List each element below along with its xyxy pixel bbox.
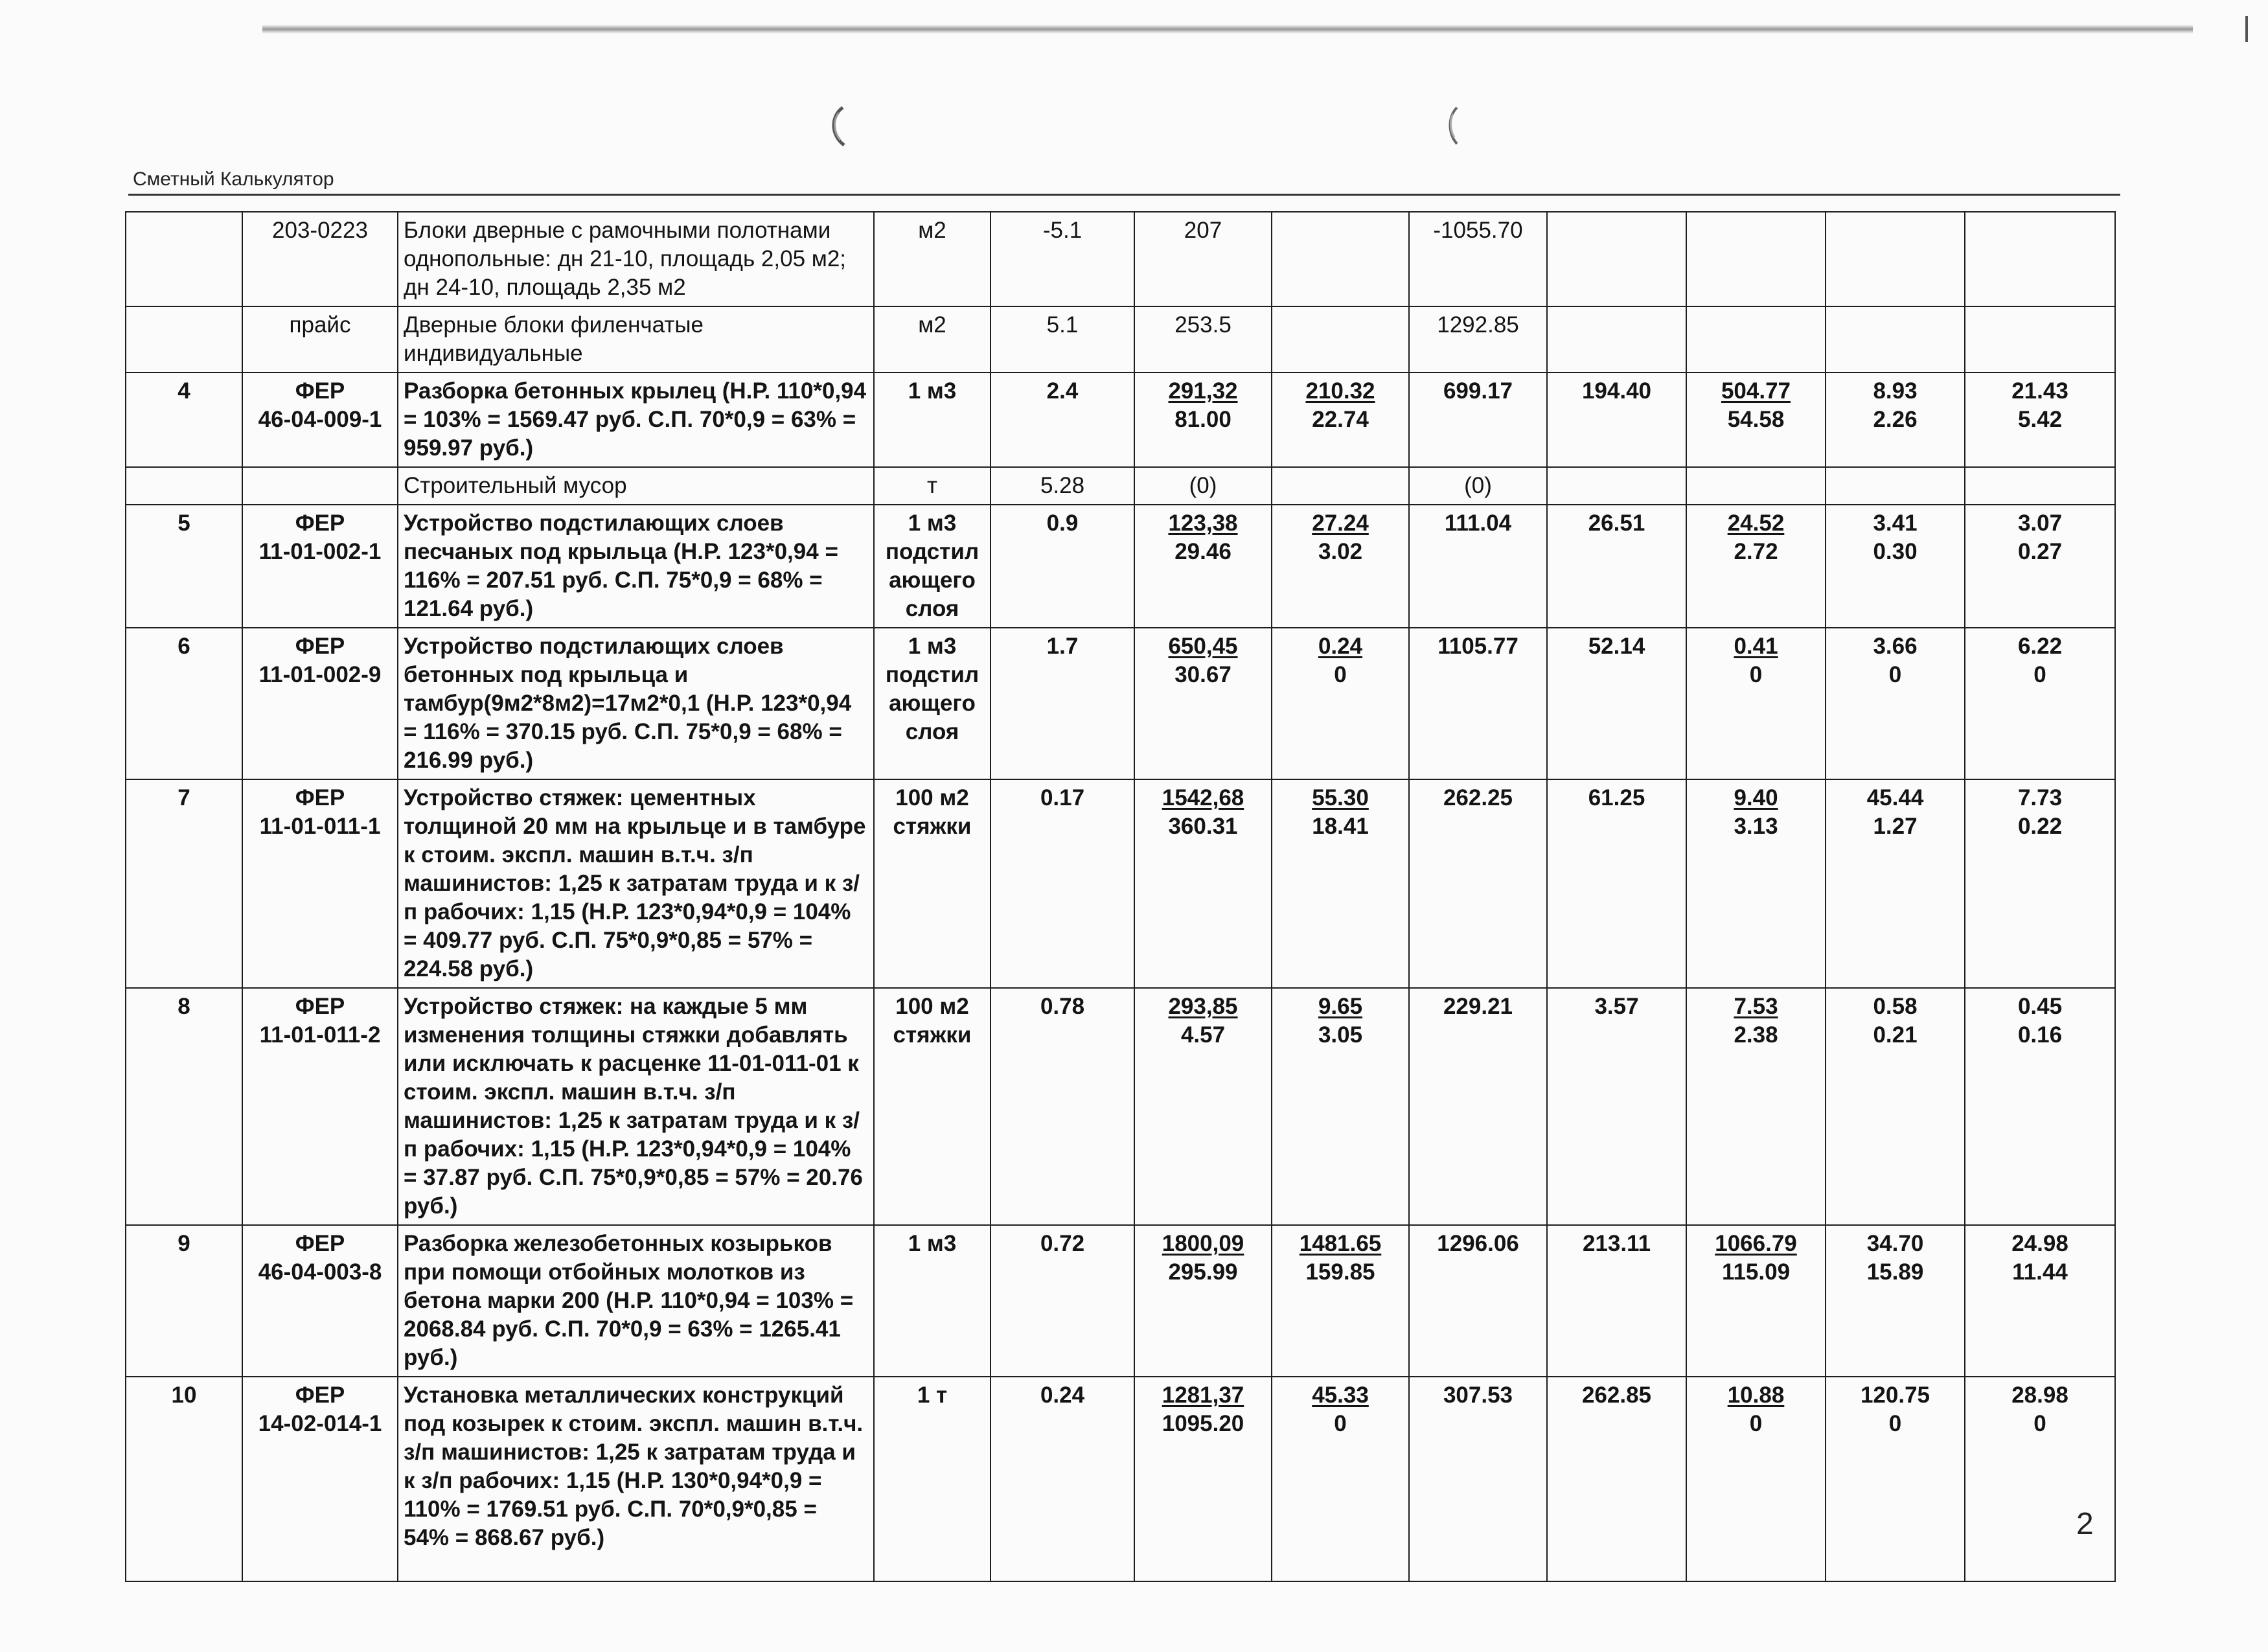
row-machine-cost xyxy=(1272,306,1409,373)
row-number xyxy=(126,373,242,467)
row-machine-total-value: 3.13 xyxy=(1734,814,1778,839)
page-number: 2 xyxy=(2076,1507,2094,1541)
row-labor-total-value: 5.42 xyxy=(2017,407,2063,432)
row-machine-total xyxy=(1686,505,1826,628)
row-total xyxy=(1409,212,1547,306)
row-description xyxy=(398,779,874,988)
row-machine-cost-value: 22.74 xyxy=(1312,407,1369,432)
row-quantity-value: 2.4 xyxy=(1046,378,1079,404)
row-description-value: Разборка железобетонных козырьков при помощи отбойных молотков из бетона марки 200 (Н.Р. 110*0,94 = 103% = 2068.84 руб. С.П. 70*0,9 = 63% = 1265.41 руб.) xyxy=(404,1231,854,1370)
row-machine-total-value: 0.41 xyxy=(1734,634,1778,659)
row-wage xyxy=(1547,1377,1686,1581)
row-number xyxy=(126,779,242,988)
staple-mark-icon xyxy=(1441,104,1463,149)
row-code-value: 46-04-009-1 xyxy=(258,407,382,432)
row-unit xyxy=(874,1225,991,1377)
row-description xyxy=(398,628,874,779)
row-machine-cost-value: 210.32 xyxy=(1305,378,1375,404)
row-machine-total-value: 9.40 xyxy=(1734,785,1778,810)
row-total-value: 1292.85 xyxy=(1437,312,1519,338)
row-unit-price-value: 650,45 xyxy=(1168,634,1238,659)
row-unit-value: т xyxy=(926,473,938,498)
row-total xyxy=(1409,1377,1547,1581)
row-wage-value: 52.14 xyxy=(1588,634,1645,659)
row-machine-cost-value: 1481.65 xyxy=(1299,1231,1382,1256)
row-description xyxy=(398,212,874,306)
row-unit-value: 100 м2 стяжки xyxy=(893,785,972,839)
row-labor-total-value: 0.27 xyxy=(2017,539,2063,564)
row-machine-cost xyxy=(1272,1225,1409,1377)
row-unit-price-value: 123,38 xyxy=(1168,511,1238,536)
row-wage-value: 213.11 xyxy=(1582,1231,1651,1256)
row-description-value: Устройство подстилающих слоев бетонных под крыльца и тамбур(9м2*8м2)=17м2*0,1 (Н.Р. 123*0,94 = 116% = 370.15 руб. С.П. 75*0,9 = 68% = 216.99 руб.) xyxy=(404,634,852,773)
document-header-title: Сметный Калькулятор xyxy=(133,168,334,190)
row-wage-value: 26.51 xyxy=(1588,511,1645,536)
row-unit-price-value: 291,32 xyxy=(1168,378,1238,404)
row-unit-price-value: 4.57 xyxy=(1180,1022,1226,1048)
row-total-value: 262.25 xyxy=(1443,785,1513,810)
row-machine-total xyxy=(1686,1225,1826,1377)
row-description-value: Устройство подстилающих слоев песчаных под крыльца (Н.Р. 123*0,94 = 116% = 207.51 руб. С.П. 75*0,9 = 68% = 121.64 руб.) xyxy=(404,511,838,621)
row-description xyxy=(398,467,874,505)
row-machine-cost xyxy=(1272,1377,1409,1581)
row-wage xyxy=(1547,212,1686,306)
row-labor-total xyxy=(1965,1377,2115,1581)
row-labor-value: 3.41 xyxy=(1873,511,1918,536)
row-total-value: 111.04 xyxy=(1444,511,1512,536)
row-wage-value: 3.57 xyxy=(1594,994,1639,1019)
row-machine-total-value: 504.77 xyxy=(1721,378,1791,404)
row-number-value: 10 xyxy=(171,1382,197,1408)
row-labor-value: 45.44 xyxy=(1866,785,1924,810)
row-unit-price xyxy=(1134,212,1272,306)
row-number-value: 5 xyxy=(178,511,190,536)
row-labor xyxy=(1826,1377,1965,1581)
row-code-value: ФЕР xyxy=(295,785,345,810)
row-unit-price xyxy=(1134,779,1272,988)
row-code-value: ФЕР xyxy=(295,1231,345,1256)
row-description-value: Дверные блоки филенчатые индивидуальные xyxy=(404,312,704,366)
row-code-value: 11-01-011-2 xyxy=(259,1022,381,1048)
row-unit-value: 1 м3 xyxy=(908,1231,957,1256)
row-quantity-value: 5.1 xyxy=(1046,312,1079,338)
row-machine-total xyxy=(1686,467,1826,505)
row-unit xyxy=(874,988,991,1225)
row-total xyxy=(1409,467,1547,505)
row-quantity xyxy=(991,628,1134,779)
row-machine-total xyxy=(1686,988,1826,1225)
row-wage-value: 262.85 xyxy=(1581,1382,1652,1408)
row-machine-total xyxy=(1686,306,1826,373)
row-total-value: (0) xyxy=(1464,473,1492,498)
row-total-value: 1105.77 xyxy=(1438,634,1518,659)
row-code xyxy=(242,467,398,505)
row-unit-price-value: 1281,37 xyxy=(1162,1382,1244,1408)
row-unit xyxy=(874,373,991,467)
row-labor xyxy=(1826,373,1965,467)
row-total-value: 307.53 xyxy=(1443,1382,1513,1408)
row-unit-price xyxy=(1134,505,1272,628)
row-code-value: ФЕР xyxy=(295,511,345,536)
row-description-value: Устройство стяжек: на каждые 5 мм изменения толщины стяжки добавлять или исключать к расценке 11-01-011-01 к стоим. экспл. машин в.т.ч. з/п машинистов: 1,25 к затратам труда и к з/п рабочих: 1,15 (Н.Р. 123*0,94*0,9 = 104% = 37.87 руб. С.П. 75*0,9*0,85 = 57% = 20.76 руб.) xyxy=(404,994,863,1219)
row-labor-total xyxy=(1965,1225,2115,1377)
row-labor-value: 15.89 xyxy=(1866,1259,1924,1285)
row-wage xyxy=(1547,779,1686,988)
row-machine-cost xyxy=(1272,988,1409,1225)
row-labor xyxy=(1826,628,1965,779)
row-labor-total-value: 0.22 xyxy=(2017,814,2063,839)
row-unit-value: 100 м2 стяжки xyxy=(893,994,972,1048)
row-labor-total-value: 0 xyxy=(2033,662,2046,687)
row-labor-total xyxy=(1965,505,2115,628)
row-wage xyxy=(1547,1225,1686,1377)
row-code-value: ФЕР xyxy=(295,378,345,404)
header-divider xyxy=(128,194,2120,196)
row-labor-value: 34.70 xyxy=(1866,1231,1924,1256)
row-code-value: 46-04-003-8 xyxy=(258,1259,382,1285)
row-quantity xyxy=(991,306,1134,373)
row-machine-total-value: 54.58 xyxy=(1727,407,1785,432)
row-labor-total-value: 6.22 xyxy=(2017,634,2063,659)
row-wage xyxy=(1547,988,1686,1225)
row-quantity-value: 0.72 xyxy=(1040,1231,1085,1256)
row-unit-price xyxy=(1134,1225,1272,1377)
row-unit xyxy=(874,779,991,988)
row-machine-total xyxy=(1686,1377,1826,1581)
table-row xyxy=(126,779,2115,988)
row-quantity xyxy=(991,373,1134,467)
row-quantity-value: 0.17 xyxy=(1040,785,1085,810)
row-number xyxy=(126,1377,242,1581)
row-quantity xyxy=(991,1377,1134,1581)
table-row xyxy=(126,467,2115,505)
row-machine-total xyxy=(1686,779,1826,988)
row-unit-price-value: 295.99 xyxy=(1168,1259,1238,1285)
row-code-value: ФЕР xyxy=(295,634,345,659)
row-wage-value: 61.25 xyxy=(1588,785,1645,810)
row-machine-cost-value: 18.41 xyxy=(1312,814,1369,839)
row-machine-total-value: 2.38 xyxy=(1734,1022,1778,1048)
row-machine-total-value: 24.52 xyxy=(1727,511,1785,536)
row-labor xyxy=(1826,467,1965,505)
row-labor-total-value: 3.07 xyxy=(2017,511,2063,536)
row-total xyxy=(1409,373,1547,467)
row-unit-price-value: (0) xyxy=(1189,473,1217,498)
row-code xyxy=(242,373,398,467)
row-labor-total xyxy=(1965,988,2115,1225)
row-unit xyxy=(874,505,991,628)
row-machine-cost xyxy=(1272,628,1409,779)
row-unit-price-value: 1095.20 xyxy=(1162,1411,1244,1436)
row-machine-total-value: 0 xyxy=(1749,1411,1763,1436)
scan-artifact-top xyxy=(262,25,2193,34)
row-labor xyxy=(1826,988,1965,1225)
row-total-value: 1296.06 xyxy=(1437,1231,1519,1256)
row-labor-total-value: 0 xyxy=(2033,1411,2046,1436)
row-labor-total-value: 0.45 xyxy=(2017,994,2063,1019)
row-code-value: 11-01-002-1 xyxy=(258,539,382,564)
row-unit-price-value: 1542,68 xyxy=(1162,785,1244,810)
row-unit-value: 1 м3 подстил ающего слоя xyxy=(885,511,979,621)
row-labor-total-value: 0.16 xyxy=(2017,1022,2063,1048)
row-description-value: Разборка бетонных крылец (Н.Р. 110*0,94 = 103% = 1569.47 руб. С.П. 70*0,9 = 63% = 959.97 руб.) xyxy=(404,378,867,461)
row-description-value: Блоки дверные с рамочными полотнами однопольные: дн 21-10, площадь 2,05 м2; дн 24-10, площадь 2,35 м2 xyxy=(404,218,847,300)
row-unit-value: м2 xyxy=(918,312,946,338)
row-unit-price-value: 29.46 xyxy=(1174,539,1231,564)
table-row xyxy=(126,373,2115,467)
row-unit-price-value: 293,85 xyxy=(1168,994,1238,1019)
row-labor xyxy=(1826,505,1965,628)
row-unit-value: м2 xyxy=(918,218,946,243)
row-labor xyxy=(1826,1225,1965,1377)
row-machine-cost-value: 55.30 xyxy=(1312,785,1369,810)
row-labor-total-value: 21.43 xyxy=(2011,378,2068,404)
row-code xyxy=(242,779,398,988)
row-labor-value: 120.75 xyxy=(1860,1382,1930,1408)
row-machine-total-value: 7.53 xyxy=(1734,994,1778,1019)
row-number xyxy=(126,988,242,1225)
row-code-value: 11-01-011-1 xyxy=(259,814,381,839)
row-quantity-value: 5.28 xyxy=(1040,473,1085,498)
row-code xyxy=(242,1377,398,1581)
row-wage xyxy=(1547,373,1686,467)
row-code-value: 11-01-002-9 xyxy=(258,662,382,687)
row-labor-total-value: 7.73 xyxy=(2017,785,2063,810)
row-unit-price xyxy=(1134,1377,1272,1581)
row-description-value: Устройство стяжек: цементных толщиной 20 мм на крыльце и в тамбуре к стоим. экспл. машин в.т.ч. з/п машинистов: 1,25 к затратам труда и к з/п рабочих: 1,15 (Н.Р. 123*0,94*0,9 = 104% = 409.77 руб. С.П. 75*0,9*0,85 = 57% = 224.58 руб.) xyxy=(404,785,866,981)
table-row xyxy=(126,1377,2115,1581)
row-labor-value: 0.58 xyxy=(1873,994,1918,1019)
scan-artifact-tick xyxy=(2245,16,2248,42)
row-code xyxy=(242,505,398,628)
row-unit-value: 1 м3 подстил ающего слоя xyxy=(885,634,979,744)
row-labor-total-value: 28.98 xyxy=(2011,1382,2068,1408)
row-labor-total xyxy=(1965,306,2115,373)
row-total xyxy=(1409,505,1547,628)
row-code-value: ФЕР xyxy=(295,994,345,1019)
table-row xyxy=(126,1225,2115,1377)
row-machine-total-value: 1066.79 xyxy=(1715,1231,1797,1256)
row-description xyxy=(398,306,874,373)
row-unit-price-value: 81.00 xyxy=(1174,407,1231,432)
row-machine-total xyxy=(1686,373,1826,467)
row-unit-value: 1 т xyxy=(917,1382,948,1408)
row-machine-total xyxy=(1686,212,1826,306)
row-unit-price-value: 207 xyxy=(1184,218,1222,243)
row-description-value: Строительный мусор xyxy=(404,473,627,498)
table-row xyxy=(126,628,2115,779)
row-machine-cost-value: 0 xyxy=(1334,1411,1347,1436)
row-number-value: 9 xyxy=(178,1231,190,1256)
row-labor xyxy=(1826,779,1965,988)
row-labor-value: 8.93 xyxy=(1873,378,1918,404)
row-number-value: 8 xyxy=(178,994,190,1019)
row-code xyxy=(242,212,398,306)
row-wage-value: 194.40 xyxy=(1581,378,1652,404)
row-unit-price xyxy=(1134,988,1272,1225)
row-description xyxy=(398,1377,874,1581)
row-unit-price-value: 30.67 xyxy=(1174,662,1231,687)
row-code xyxy=(242,628,398,779)
row-machine-cost xyxy=(1272,212,1409,306)
row-total xyxy=(1409,988,1547,1225)
row-wage xyxy=(1547,505,1686,628)
row-number xyxy=(126,505,242,628)
row-code xyxy=(242,306,398,373)
row-quantity-value: -5.1 xyxy=(1042,218,1082,243)
row-total xyxy=(1409,628,1547,779)
row-code-value: 203-0223 xyxy=(272,218,368,243)
row-code-value: прайс xyxy=(289,312,351,338)
row-number-value: 6 xyxy=(178,634,190,659)
row-machine-total-value: 0 xyxy=(1749,662,1763,687)
row-quantity-value: 0.78 xyxy=(1040,994,1085,1019)
row-quantity-value: 0.9 xyxy=(1046,511,1079,536)
table-row xyxy=(126,505,2115,628)
row-machine-cost-value: 3.02 xyxy=(1318,539,1363,564)
row-machine-cost-value: 9.65 xyxy=(1318,994,1363,1019)
row-labor xyxy=(1826,306,1965,373)
row-description xyxy=(398,373,874,467)
row-total xyxy=(1409,1225,1547,1377)
row-unit-price-value: 253.5 xyxy=(1174,312,1231,338)
row-number-value: 7 xyxy=(178,785,190,810)
row-labor-total-value: 11.44 xyxy=(2012,1259,2068,1285)
row-machine-cost-value: 0.24 xyxy=(1318,634,1363,659)
row-description xyxy=(398,1225,874,1377)
row-unit-price xyxy=(1134,306,1272,373)
row-labor-total xyxy=(1965,779,2115,988)
row-unit xyxy=(874,1377,991,1581)
row-labor-value: 0.21 xyxy=(1873,1022,1918,1048)
staple-mark-icon xyxy=(826,104,848,149)
row-machine-cost-value: 0 xyxy=(1334,662,1347,687)
row-quantity-value: 0.24 xyxy=(1040,1382,1085,1408)
row-machine-cost-value: 27.24 xyxy=(1312,511,1369,536)
row-unit-price-value: 1800,09 xyxy=(1162,1231,1244,1256)
row-description xyxy=(398,505,874,628)
row-labor-value: 2.26 xyxy=(1873,407,1918,432)
estimate-table xyxy=(125,211,2116,1582)
row-machine-total-value: 2.72 xyxy=(1734,539,1778,564)
row-unit-price xyxy=(1134,373,1272,467)
row-code-value: ФЕР xyxy=(295,1382,345,1408)
row-wage xyxy=(1547,628,1686,779)
row-unit-price-value: 360.31 xyxy=(1168,814,1238,839)
row-unit xyxy=(874,306,991,373)
row-quantity xyxy=(991,1225,1134,1377)
row-unit-value: 1 м3 xyxy=(908,378,957,404)
row-labor-total xyxy=(1965,467,2115,505)
row-number xyxy=(126,212,242,306)
row-total-value: -1055.70 xyxy=(1433,218,1523,243)
row-machine-cost xyxy=(1272,779,1409,988)
row-wage xyxy=(1547,467,1686,505)
row-unit xyxy=(874,467,991,505)
row-machine-cost-value: 159.85 xyxy=(1305,1259,1375,1285)
row-labor-total xyxy=(1965,212,2115,306)
row-labor-value: 0 xyxy=(1888,662,1902,687)
row-total-value: 229.21 xyxy=(1443,994,1513,1019)
row-total xyxy=(1409,306,1547,373)
row-quantity xyxy=(991,467,1134,505)
row-labor-total-value: 24.98 xyxy=(2011,1231,2068,1256)
row-quantity xyxy=(991,988,1134,1225)
row-number xyxy=(126,1225,242,1377)
row-total-value: 699.17 xyxy=(1443,378,1513,404)
row-number xyxy=(126,306,242,373)
row-number xyxy=(126,628,242,779)
row-quantity xyxy=(991,212,1134,306)
row-machine-cost-value: 45.33 xyxy=(1312,1382,1369,1408)
row-labor-value: 3.66 xyxy=(1873,634,1918,659)
row-description-value: Установка металлических конструкций под козырек к стоим. экспл. машин в.т.ч. з/п машинистов: 1,25 к затратам труда и к з/п рабочих: 1,15 (Н.Р. 130*0,94*0,9 = 110% = 1769.51 руб. С.П. 70*0,9*0,85 = 54% = 868.67 руб.) xyxy=(404,1382,864,1550)
row-unit xyxy=(874,212,991,306)
row-quantity xyxy=(991,505,1134,628)
row-wage xyxy=(1547,306,1686,373)
row-labor-total xyxy=(1965,373,2115,467)
row-machine-cost xyxy=(1272,467,1409,505)
row-number-value: 4 xyxy=(178,378,190,404)
row-labor xyxy=(1826,212,1965,306)
row-machine-total xyxy=(1686,628,1826,779)
row-code xyxy=(242,1225,398,1377)
row-machine-cost-value: 3.05 xyxy=(1318,1022,1363,1048)
row-unit-price xyxy=(1134,467,1272,505)
row-code xyxy=(242,988,398,1225)
row-labor-value: 0.30 xyxy=(1873,539,1918,564)
table-row xyxy=(126,306,2115,373)
row-labor-value: 0 xyxy=(1888,1411,1902,1436)
row-quantity xyxy=(991,779,1134,988)
row-total xyxy=(1409,779,1547,988)
row-labor-total xyxy=(1965,628,2115,779)
row-machine-total-value: 10.88 xyxy=(1727,1382,1785,1408)
row-number xyxy=(126,467,242,505)
row-unit-price xyxy=(1134,628,1272,779)
row-labor-value: 1.27 xyxy=(1873,814,1918,839)
row-machine-total-value: 115.09 xyxy=(1721,1259,1791,1285)
table-row xyxy=(126,988,2115,1225)
table-row xyxy=(126,212,2115,306)
row-unit xyxy=(874,628,991,779)
row-machine-cost xyxy=(1272,373,1409,467)
row-quantity-value: 1.7 xyxy=(1046,634,1079,659)
row-description xyxy=(398,988,874,1225)
row-code-value: 14-02-014-1 xyxy=(258,1411,382,1436)
row-machine-cost xyxy=(1272,505,1409,628)
